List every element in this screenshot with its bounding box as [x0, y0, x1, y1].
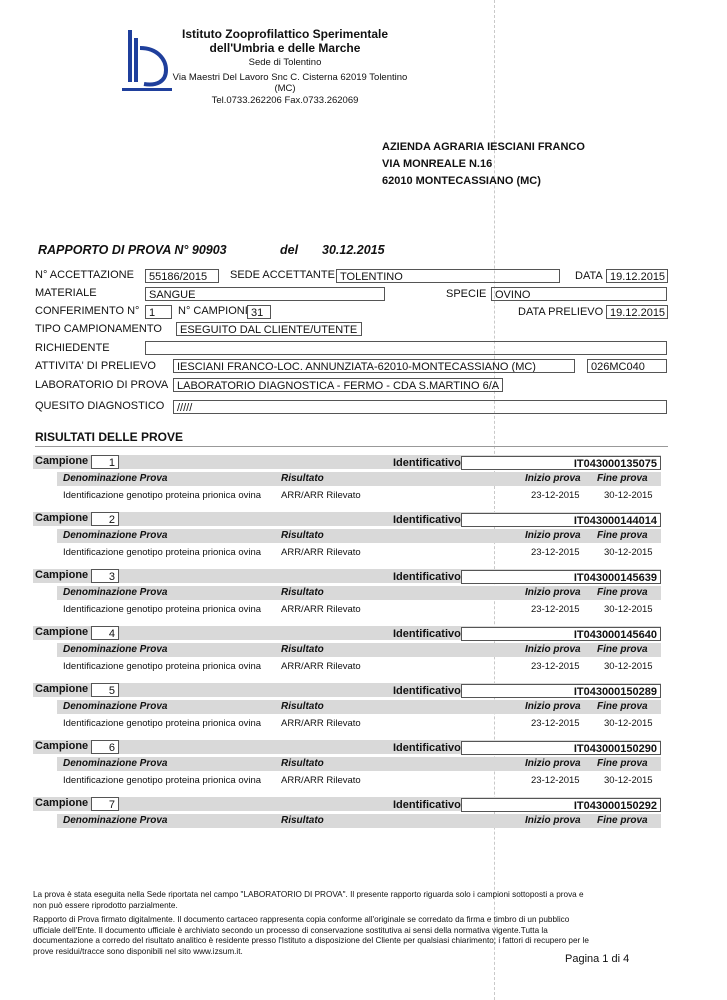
attivita-value: IESCIANI FRANCO-LOC. ANNUNZIATA-62010-MONTECASSIANO (MC)	[173, 359, 575, 373]
recipient-name: AZIENDA AGRARIA IESCIANI FRANCO	[382, 141, 585, 153]
report-date: 30.12.2015	[322, 243, 385, 257]
col-risultato: Risultato	[281, 587, 324, 598]
campione-number: 6	[91, 740, 119, 754]
denominazione-prova: Identificazione genotipo proteina prionica ovina	[63, 661, 262, 672]
campione-label: Campione	[35, 512, 89, 524]
tipo-campionamento-value: ESEGUITO DAL CLIENTE/UTENTE	[176, 322, 362, 336]
attivita-code: 026MC040	[587, 359, 667, 373]
campioni-label: N° CAMPIONI	[178, 305, 248, 317]
data-prelievo-label: DATA PRELIEVO	[518, 306, 604, 318]
col-inizio: Inizio prova	[525, 587, 581, 598]
col-inizio: Inizio prova	[525, 530, 581, 541]
institute-phone: Tel.0733.262206 Fax.0733.262069	[211, 95, 359, 106]
col-inizio: Inizio prova	[525, 758, 581, 769]
col-fine: Fine prova	[597, 530, 648, 541]
identificativo-label: Identificativo	[393, 571, 461, 583]
col-inizio: Inizio prova	[525, 815, 581, 826]
campione-label: Campione	[35, 797, 89, 809]
fine-prova: 30-12-2015	[604, 604, 653, 615]
denominazione-prova: Identificazione genotipo proteina prionica ovina	[63, 775, 262, 786]
col-denominazione: Denominazione Prova	[63, 815, 168, 826]
accettazione-value: 55186/2015	[145, 269, 219, 283]
data-value: 19.12.2015	[606, 269, 668, 283]
campione-label: Campione	[35, 740, 89, 752]
fine-prova: 30-12-2015	[604, 547, 653, 558]
col-fine: Fine prova	[597, 701, 648, 712]
col-fine: Fine prova	[597, 644, 648, 655]
campione-label: Campione	[35, 569, 89, 581]
campione-label: Campione	[35, 683, 89, 695]
specie-label: SPECIE	[446, 288, 487, 300]
campione-number: 7	[91, 797, 119, 811]
recipient-street: VIA MONREALE N.16	[382, 158, 493, 170]
quesito-value: /////	[173, 400, 667, 414]
risultato-value: ARR/ARR Rilevato	[281, 661, 361, 672]
identificativo-value: IT043000150290	[461, 741, 661, 755]
richiedente-label: RICHIEDENTE	[35, 342, 110, 354]
accettazione-label: N° ACCETTAZIONE	[35, 269, 134, 281]
campione-number: 5	[91, 683, 119, 697]
col-inizio: Inizio prova	[525, 473, 581, 484]
col-fine: Fine prova	[597, 758, 648, 769]
identificativo-value: IT043000150289	[461, 684, 661, 698]
institute-site: Sede di Tolentino	[248, 57, 322, 68]
campione-number: 1	[91, 455, 119, 469]
institute-region: dell'Umbria e delle Marche	[209, 41, 361, 55]
inizio-prova: 23-12-2015	[531, 604, 580, 615]
col-fine: Fine prova	[597, 587, 648, 598]
fine-prova: 30-12-2015	[604, 661, 653, 672]
sede-value: TOLENTINO	[336, 269, 560, 283]
institute-address: Via Maestri Del Lavoro Snc C. Cisterna 62019 Tolentino	[172, 72, 408, 83]
identificativo-value: IT043000150292	[461, 798, 661, 812]
specie-value: OVINO	[491, 287, 667, 301]
attivita-label: ATTIVITA' DI PRELIEVO	[35, 360, 156, 372]
col-denominazione: Denominazione Prova	[63, 758, 168, 769]
inizio-prova: 23-12-2015	[531, 718, 580, 729]
campione-label: Campione	[35, 455, 89, 467]
identificativo-value: IT043000145639	[461, 570, 661, 584]
inizio-prova: 23-12-2015	[531, 490, 580, 501]
identificativo-value: IT043000145640	[461, 627, 661, 641]
identificativo-label: Identificativo	[393, 742, 461, 754]
laboratorio-value: LABORATORIO DIAGNOSTICA - FERMO - CDA S.MARTINO 6/A	[173, 378, 503, 392]
col-risultato: Risultato	[281, 530, 324, 541]
fine-prova: 30-12-2015	[604, 775, 653, 786]
report-del-label: del	[280, 243, 299, 257]
sede-label: SEDE ACCETTANTE	[230, 269, 335, 281]
identificativo-label: Identificativo	[393, 799, 461, 811]
richiedente-value	[145, 341, 667, 355]
inizio-prova: 23-12-2015	[531, 547, 580, 558]
risultato-value: ARR/ARR Rilevato	[281, 490, 361, 501]
risultato-value: ARR/ARR Rilevato	[281, 718, 361, 729]
col-fine: Fine prova	[597, 815, 648, 826]
risultato-value: ARR/ARR Rilevato	[281, 604, 361, 615]
col-denominazione: Denominazione Prova	[63, 473, 168, 484]
fine-prova: 30-12-2015	[604, 490, 653, 501]
page-number: Pagina 1 di 4	[565, 953, 630, 965]
conferimento-label: CONFERIMENTO N°	[35, 305, 140, 317]
inizio-prova: 23-12-2015	[531, 661, 580, 672]
col-denominazione: Denominazione Prova	[63, 644, 168, 655]
col-risultato: Risultato	[281, 758, 324, 769]
recipient-city: 62010 MONTECASSIANO (MC)	[382, 175, 541, 187]
col-denominazione: Denominazione Prova	[63, 530, 168, 541]
denominazione-prova: Identificazione genotipo proteina prionica ovina	[63, 547, 262, 558]
results-section-title: RISULTATI DELLE PROVE	[35, 430, 184, 444]
identificativo-label: Identificativo	[393, 685, 461, 697]
identificativo-value: IT043000144014	[461, 513, 661, 527]
footer-note-digital: Rapporto di Prova firmato digitalmente. Il documento cartaceo rappresenta copia conforme all'originale se corredato da firma e timbro di un pubblico ufficiale dell'Ente. Il documento ufficiale è archiviato secondo un processo di conservazione sostitutiva ai sensi della normativa vigente.Tutta la documentazione a corredo del risultato analitico è residente presso l'Istituto a disposizione del Cliente per qualsiasi chiarimento; i fattori di recupero per le prove residui/tracce sono disponibili nel sito www.izsum.it.	[33, 915, 589, 956]
identificativo-label: Identificativo	[393, 628, 461, 640]
denominazione-prova: Identificazione genotipo proteina prionica ovina	[63, 490, 262, 501]
col-denominazione: Denominazione Prova	[63, 587, 168, 598]
tipo-campionamento-label: TIPO CAMPIONAMENTO	[35, 323, 162, 335]
col-risultato: Risultato	[281, 473, 324, 484]
denominazione-prova: Identificazione genotipo proteina prionica ovina	[63, 718, 262, 729]
risultato-value: ARR/ARR Rilevato	[281, 775, 361, 786]
institute-address-province: (MC)	[274, 83, 296, 94]
report-title: RAPPORTO DI PROVA N° 90903	[38, 243, 227, 257]
col-inizio: Inizio prova	[525, 701, 581, 712]
inizio-prova: 23-12-2015	[531, 775, 580, 786]
conferimento-value: 1	[145, 305, 172, 319]
campione-number: 4	[91, 626, 119, 640]
quesito-label: QUESITO DIAGNOSTICO	[35, 400, 165, 412]
data-prelievo-value: 19.12.2015	[606, 305, 668, 319]
identificativo-label: Identificativo	[393, 514, 461, 526]
campione-number: 3	[91, 569, 119, 583]
campioni-value: 31	[247, 305, 271, 319]
col-risultato: Risultato	[281, 701, 324, 712]
col-inizio: Inizio prova	[525, 644, 581, 655]
footer-note-test: La prova è stata eseguita nella Sede riportata nel campo "LABORATORIO DI PROVA". Il presente rapporto riguarda solo i campioni sottoposti a prova e non può essere riprodotto parzialmente.	[33, 890, 584, 910]
campione-label: Campione	[35, 626, 89, 638]
data-label: DATA	[575, 270, 603, 282]
risultato-value: ARR/ARR Rilevato	[281, 547, 361, 558]
col-denominazione: Denominazione Prova	[63, 701, 168, 712]
section-divider	[35, 446, 668, 447]
materiale-label: MATERIALE	[35, 287, 97, 299]
laboratorio-label: LABORATORIO DI PROVA	[35, 379, 169, 391]
fine-prova: 30-12-2015	[604, 718, 653, 729]
materiale-value: SANGUE	[145, 287, 385, 301]
col-risultato: Risultato	[281, 815, 324, 826]
campione-number: 2	[91, 512, 119, 526]
col-fine: Fine prova	[597, 473, 648, 484]
institute-name: Istituto Zooprofilattico Sperimentale	[181, 27, 388, 41]
col-risultato: Risultato	[281, 644, 324, 655]
identificativo-value: IT043000135075	[461, 456, 661, 470]
identificativo-label: Identificativo	[393, 457, 461, 469]
denominazione-prova: Identificazione genotipo proteina prionica ovina	[63, 604, 262, 615]
